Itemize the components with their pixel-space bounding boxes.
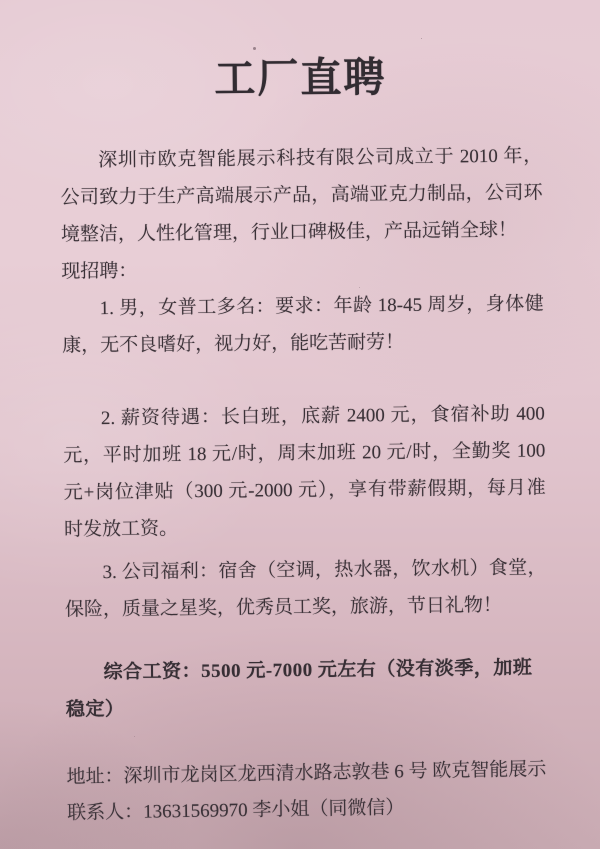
address-line: 地址：深圳市龙岗区龙西清水路志敦巷 6 号 欧克智能展示	[66, 758, 547, 788]
company-intro-paragraph: 深圳市欧克智能展示科技有限公司成立于 2010 年，公司致力于生产高端展示产品，高端亚克力制品，公司环境整洁，人性化管理，行业口碑极佳，产品远销全球！	[60, 145, 543, 246]
footer-contact-block	[66, 752, 549, 832]
recruit-item-salary: 2. 薪资待遇：长白班，底薪 2400 元，食宿补助 400 元，平时加班 18 元/时，周末加班 20 元/时，全勤奖 100 元+岗位津贴（300 元-2000 元），享有带薪假期，每月准时发放工资。	[63, 403, 546, 541]
contact-line: 联系人：13631569970 李小姐（同微信）	[66, 797, 405, 824]
recruiting-label: 现招聘：	[61, 260, 138, 283]
recruit-item-positions: 1. 男，女普工多名：要求：年龄 18-45 周岁，身体健康，无不良嗜好，视力好，能吃苦耐劳！	[62, 293, 544, 357]
salary-summary-line: 综合工资：5500 元-7000 元左右（没有淡季，加班稳定）	[65, 657, 533, 721]
recruit-item-benefits: 3. 公司福利：宿舍（空调，热水器，饮水机）食堂，保险，质量之星奖，优秀员工奖，旅游，节日礼物！	[64, 557, 547, 621]
poster-title: 工厂直聘	[214, 54, 387, 102]
